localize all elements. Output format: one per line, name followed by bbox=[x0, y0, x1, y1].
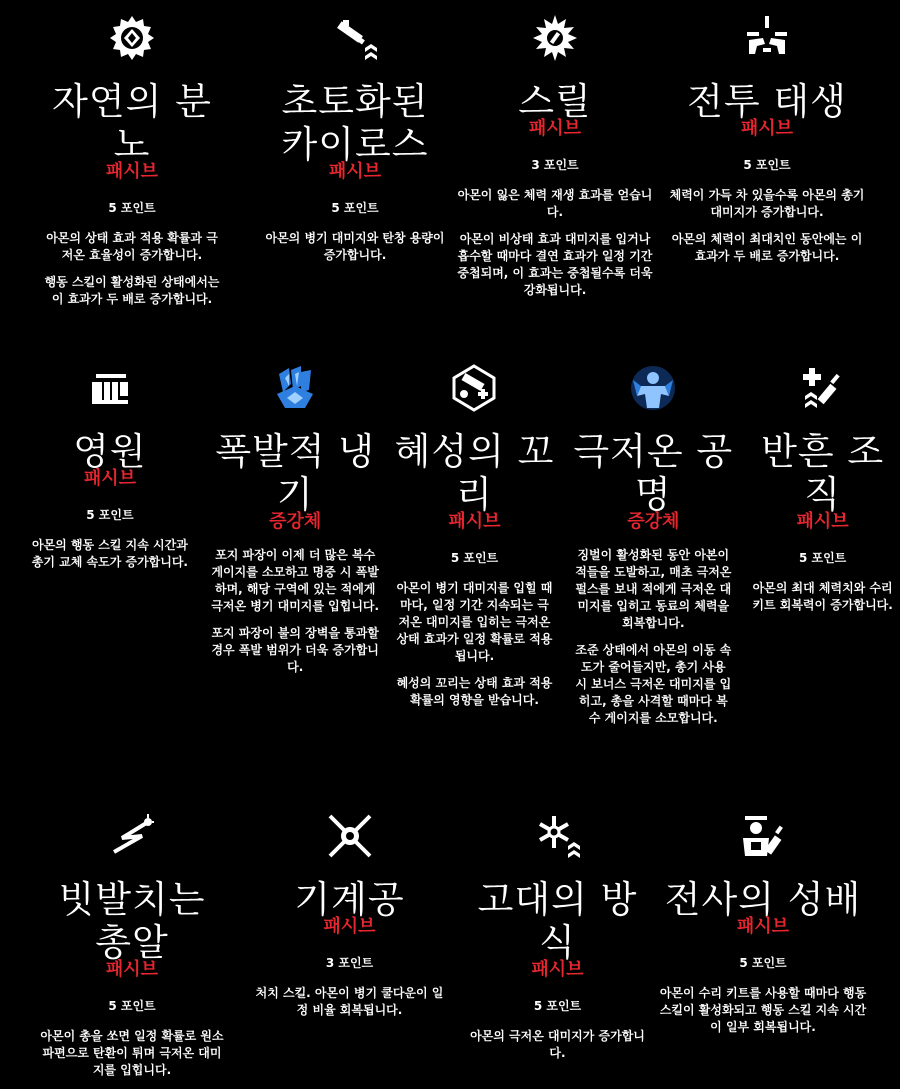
description-paragraph: 아몬이 병기 대미지를 입힐 때마다, 일정 기간 지속되는 극저온 대미지를 입히는 극저온 상태 효과가 일정 확률로 적용됩니다. bbox=[396, 581, 553, 663]
skill-description bbox=[465, 1028, 650, 1072]
skill-points: 5 포인트 bbox=[743, 158, 791, 172]
skill-description bbox=[745, 580, 900, 624]
skill-title: 초토화된 카이로스 bbox=[281, 80, 429, 166]
skill-title: 반흔 조직 bbox=[761, 430, 885, 516]
skill-points: 3 포인트 bbox=[531, 158, 579, 172]
skill-description bbox=[25, 537, 195, 581]
description-paragraph: 아몬의 행동 스킬 지속 시간과 총기 교체 속도가 증가합니다. bbox=[31, 538, 188, 569]
skill-description bbox=[37, 1028, 227, 1089]
ammo-reserve-icon bbox=[82, 360, 138, 416]
skill-points: 5 포인트 bbox=[533, 999, 582, 1013]
skill-title: 혜성의 꼬리 bbox=[394, 430, 555, 516]
skill-type: 패시브 bbox=[796, 511, 849, 532]
skill-row-1 bbox=[0, 10, 900, 318]
skill-card-comet-tail[interactable] bbox=[395, 360, 555, 737]
skill-card-bullet-rain[interactable] bbox=[37, 808, 227, 1089]
description-paragraph: 아몬의 상태 효과 적용 확률과 극저온 효율성이 증가합니다. bbox=[46, 231, 218, 262]
skill-description bbox=[455, 187, 655, 309]
weapon-upgrade-icon bbox=[327, 10, 383, 66]
skill-description bbox=[208, 547, 383, 686]
description-paragraph: 혜성의 꼬리는 상태 효과 적용 확률의 영향을 받습니다. bbox=[396, 676, 553, 707]
skill-title: 극저온 공명 bbox=[573, 430, 734, 516]
skill-title: 전투 태생 bbox=[687, 80, 847, 123]
skill-type: 패시브 bbox=[105, 959, 159, 980]
crosshair-guns-icon bbox=[739, 10, 795, 66]
skill-row-2 bbox=[0, 360, 900, 737]
skill-points: 5 포인트 bbox=[86, 508, 134, 522]
skill-title: 기계공 bbox=[294, 878, 405, 921]
description-paragraph: 아몬이 총을 쏘면 일정 확률로 원소 파편으로 탄환이 튀며 극저온 대미지를 입힙니다. bbox=[40, 1029, 224, 1077]
skill-type: 패시브 bbox=[83, 468, 136, 489]
skill-description bbox=[667, 187, 867, 275]
skill-description bbox=[573, 547, 733, 737]
skill-type: 패시브 bbox=[740, 118, 794, 139]
skill-type: 패시브 bbox=[448, 511, 501, 532]
skill-points: 5 포인트 bbox=[450, 551, 499, 565]
description-paragraph: 행동 스킬이 활성화된 상태에서는 이 효과가 두 배로 증가합니다. bbox=[44, 275, 220, 306]
crossed-tools-icon bbox=[322, 808, 378, 864]
skill-description bbox=[395, 580, 555, 719]
description-paragraph: 아몬이 비상태 효과 대미지를 입거나 흡수할 때마다 결연 효과가 일정 기간 중첩되며, 이 효과는 중첩될수록 더욱 강화됩니다. bbox=[457, 232, 653, 297]
skill-type: 패시브 bbox=[323, 916, 376, 937]
skill-card-scar-tissue[interactable] bbox=[745, 360, 900, 737]
skill-title: 폭발적 냉기 bbox=[215, 430, 376, 516]
gear-gem-icon bbox=[104, 10, 160, 66]
warrior-syringe-icon bbox=[735, 808, 791, 864]
skill-type: 패시브 bbox=[528, 118, 582, 139]
description-paragraph: 처치 스킬. 아몬이 병기 쿨다운이 일정 비율 회복됩니다. bbox=[255, 986, 444, 1017]
skill-points: 5 포인트 bbox=[331, 201, 379, 215]
skill-points: 5 포인트 bbox=[108, 999, 156, 1013]
skill-title: 빗발치는 총알 bbox=[58, 878, 206, 964]
skill-title: 스릴 bbox=[518, 80, 592, 123]
comet-weapon-icon bbox=[446, 360, 502, 416]
frost-warrior-icon bbox=[625, 360, 681, 416]
spiked-burst-icon bbox=[527, 10, 583, 66]
snowflake-upgrade-icon bbox=[530, 808, 586, 864]
skill-title: 영원 bbox=[73, 430, 147, 473]
description-paragraph: 포지 파장이 이제 더 많은 복수 게이지를 소모하고 명중 시 폭발하며, 해당 구역에 있는 적에게 극저온 병기 대미지를 입힙니다. bbox=[211, 548, 380, 613]
skill-description bbox=[42, 230, 222, 318]
ricochet-icon bbox=[104, 808, 160, 864]
skill-card-ancient-ways[interactable] bbox=[465, 808, 650, 1089]
skill-card-mechanic[interactable] bbox=[252, 808, 447, 1089]
skill-type: 패시브 bbox=[328, 161, 382, 182]
skill-type: 패시브 bbox=[105, 161, 159, 182]
skill-points: 5 포인트 bbox=[739, 956, 787, 970]
description-paragraph: 아몬의 병기 대미지와 탄창 용량이 증가합니다. bbox=[265, 231, 445, 262]
skill-row-3 bbox=[0, 808, 900, 1089]
skill-description bbox=[252, 985, 447, 1029]
health-syringe-icon bbox=[795, 360, 851, 416]
description-paragraph: 아몬의 최대 체력치와 수리 키트 회복력이 증가합니다. bbox=[752, 581, 893, 612]
skill-card-natures-fury[interactable] bbox=[42, 10, 222, 318]
ice-crystal-icon bbox=[267, 360, 323, 416]
description-paragraph: 아몬의 체력이 최대치인 동안에는 이 효과가 두 배로 증가합니다. bbox=[671, 232, 863, 263]
skill-points: 3 포인트 bbox=[325, 956, 374, 970]
description-paragraph: 조준 상태에서 아몬의 이동 속도가 줄어들지만, 총기 사용 시 보너스 극저온 대미지를 입히고, 총을 사격할 때마다 복수 게이지를 소모합니다. bbox=[575, 643, 732, 725]
skill-type: 증강체 bbox=[627, 511, 680, 532]
skill-type: 증강체 bbox=[269, 511, 322, 532]
skill-title: 고대의 방식 bbox=[477, 878, 638, 964]
skill-card-warriors-chalice[interactable] bbox=[658, 808, 868, 1089]
description-paragraph: 체력이 가득 차 있을수록 아몬의 총기 대미지가 증가합니다. bbox=[669, 188, 865, 219]
description-paragraph: 징벌이 활성화된 동안 아본이 적들을 도발하고, 매초 극저온 펄스를 보내 적에게 극저온 대미지를 입히고 동료의 체력을 회복합니다. bbox=[575, 548, 732, 630]
skill-type: 패시브 bbox=[531, 959, 584, 980]
description-paragraph: 아몬이 잃은 체력 재생 효과를 얻습니다. bbox=[457, 188, 653, 219]
skill-description bbox=[260, 230, 450, 274]
description-paragraph: 포지 파장이 불의 장벽을 통과할 경우 폭발 범위가 더욱 증가합니다. bbox=[211, 626, 379, 674]
skill-description bbox=[658, 985, 868, 1046]
skill-card-eternity[interactable] bbox=[25, 360, 195, 737]
skill-points: 5 포인트 bbox=[108, 201, 156, 215]
skill-points: 5 포인트 bbox=[798, 551, 847, 565]
skill-title: 자연의 분노 bbox=[52, 80, 212, 166]
skill-card-thrill[interactable] bbox=[455, 10, 655, 318]
skill-card-explosive-chill[interactable] bbox=[208, 360, 383, 737]
skill-title: 전사의 성배 bbox=[664, 878, 862, 921]
description-paragraph: 아몬의 극저온 대미지가 증가합니다. bbox=[470, 1029, 645, 1060]
skill-card-scorched-kairos[interactable] bbox=[260, 10, 450, 318]
skill-card-cryo-resonance[interactable] bbox=[573, 360, 733, 737]
skill-type: 패시브 bbox=[736, 916, 790, 937]
skill-card-battle-born[interactable] bbox=[667, 10, 867, 318]
description-paragraph: 아몬이 수리 키트를 사용할 때마다 행동 스킬이 활성화되고 행동 스킬 지속 시간이 일부 회복됩니다. bbox=[659, 986, 867, 1034]
